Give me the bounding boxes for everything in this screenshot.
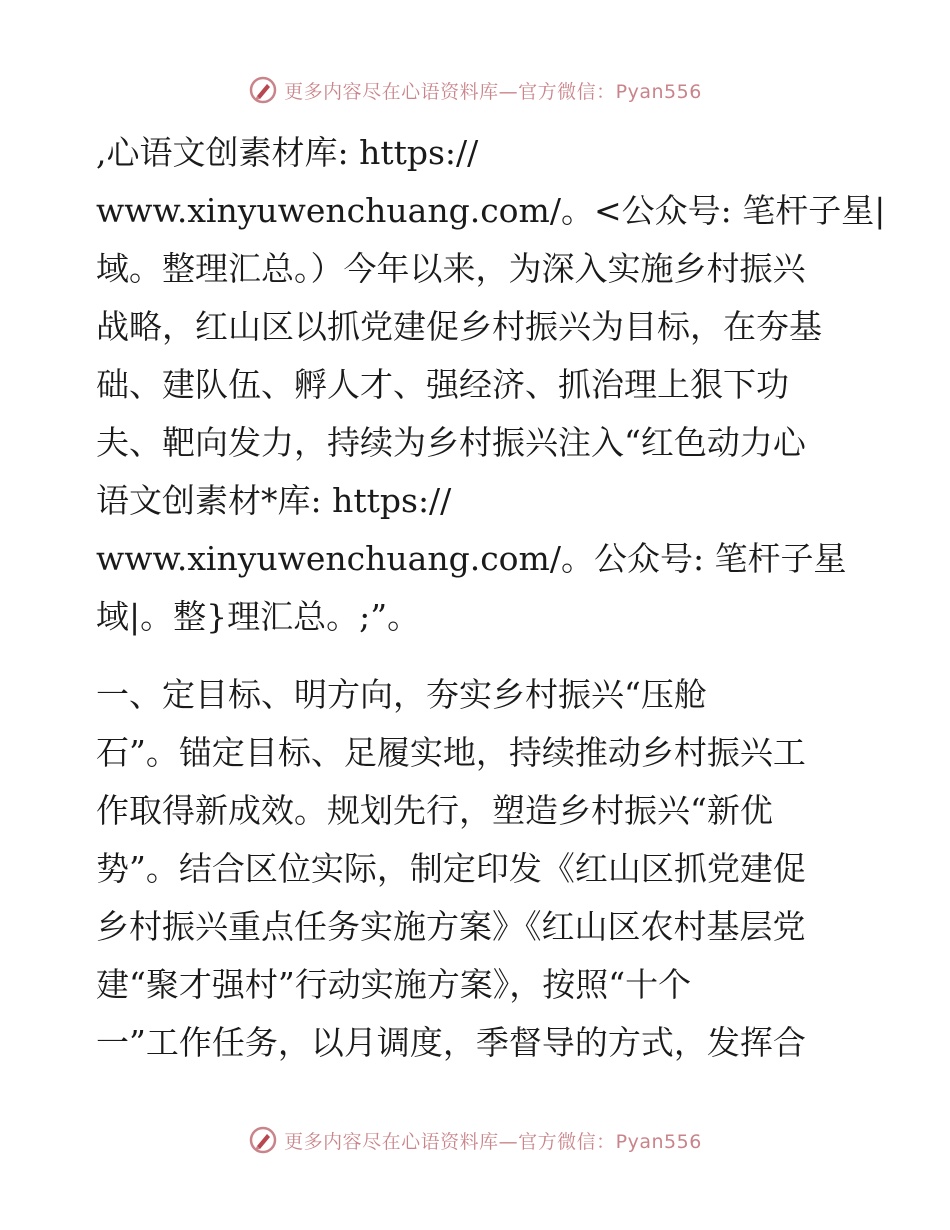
paragraph-gap <box>96 646 856 666</box>
header-watermark-text: 更多内容尽在心语资料库—官方微信：Pyan556 <box>284 80 702 103</box>
footer-watermark-inner <box>248 1125 702 1155</box>
paragraph-2 <box>96 666 856 1072</box>
paragraph-line: www.xinyuwenchuang.com/。<公众号: 笔杆子星| <box>96 191 886 230</box>
footer-watermark <box>0 1120 950 1160</box>
header-watermark-inner <box>248 75 702 105</box>
paragraph-line: 域。整理汇总。）今年以来，为深入实施乡村振兴 <box>96 249 806 288</box>
footer-watermark-text: 更多内容尽在心语资料库—官方微信：Pyan556 <box>284 1130 702 1153</box>
paragraph-line: 域|。整}理汇总。;”。 <box>96 597 421 636</box>
paragraph-line: 作取得新成效。规划先行，塑造乡村振兴“新优 <box>96 791 773 830</box>
paragraph-line: 一”工作任务，以月调度，季督导的方式，发挥合 <box>96 1023 806 1062</box>
pen-logo-icon <box>248 1125 278 1155</box>
paragraph-line: 势”。结合区位实际，制定印发《红山区抓党建促 <box>96 849 806 888</box>
paragraph-line: ,心语文创素材库: https:// <box>96 133 479 172</box>
paragraph-1 <box>96 124 886 646</box>
paragraph-line: 一、定目标、明方向，夯实乡村振兴“压舱 <box>96 675 707 714</box>
paragraph-line: www.xinyuwenchuang.com/。公众号: 笔杆子星 <box>96 539 847 578</box>
paragraph-line: 战略，红山区以抓党建促乡村振兴为目标，在夯基 <box>96 307 822 346</box>
paragraph-line: 夫、靶向发力，持续为乡村振兴注入“红色动力心 <box>96 423 806 462</box>
paragraph-line: 语文创素材*库: https:// <box>96 481 452 520</box>
paragraph-line: 础、建队伍、孵人才、强经济、抓治理上狠下功 <box>96 365 789 404</box>
document-body <box>96 124 886 1072</box>
paragraph-line: 建“聚才强村”行动实施方案》，按照“十个 <box>96 965 692 1004</box>
header-watermark <box>0 70 950 110</box>
paragraph-line: 石”。锚定目标、足履实地，持续推动乡村振兴工 <box>96 733 806 772</box>
pen-logo-icon <box>248 75 278 105</box>
paragraph-line: 乡村振兴重点任务实施方案》《红山区农村基层党 <box>96 907 806 946</box>
